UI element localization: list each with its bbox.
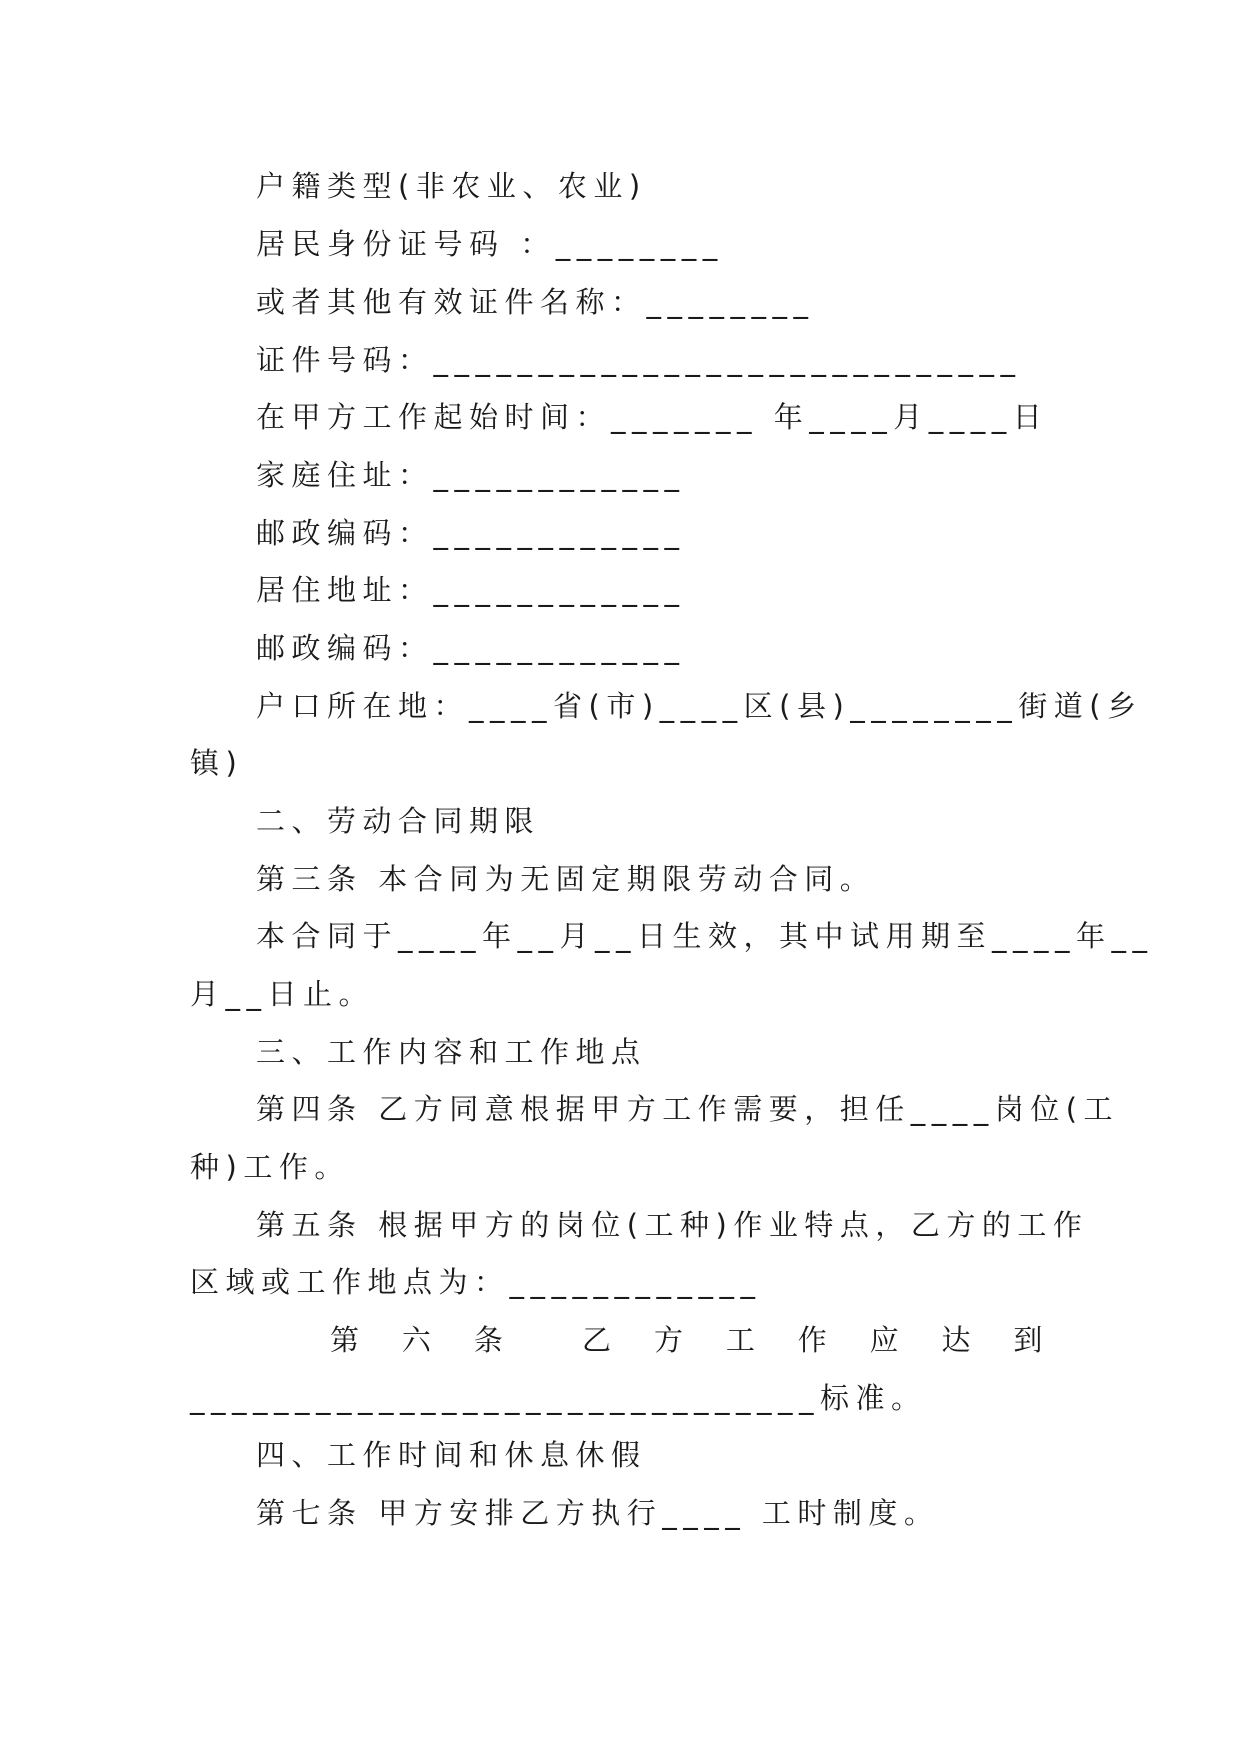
residence-address-line: 居住地址：____________: [256, 573, 686, 607]
section-4-heading: 四、工作时间和休息休假: [256, 1438, 647, 1472]
article-6-char: 达: [941, 1323, 978, 1357]
effective-date-line: 本合同于____年__月__日生效，其中试用期至____年__: [256, 919, 1154, 953]
hukou-location-continuation: 镇): [190, 746, 244, 780]
article-3: 第三条 本合同为无固定期限劳动合同。: [256, 862, 876, 896]
id-number-line: 居民身份证号码 ：________: [256, 227, 724, 261]
article-6-char: 第: [330, 1323, 366, 1357]
postal-code-line: 邮政编码：____________: [256, 516, 686, 550]
start-date-line: 在甲方工作起始时间：_______ 年____月____日: [256, 400, 1049, 434]
section-3-heading: 三、工作内容和工作地点: [256, 1035, 647, 1069]
other-certificate-line: 或者其他有效证件名称：________: [256, 285, 815, 319]
household-type-line: 户籍类型(非农业、农业): [256, 169, 647, 203]
article-6-continuation: ______________________________标准。: [190, 1381, 927, 1415]
home-address-line: 家庭住址：____________: [256, 458, 686, 492]
article-6-char: 到: [1013, 1323, 1049, 1357]
article-5: 第五条 根据甲方的岗位(工种)作业特点，乙方的工作: [256, 1208, 1089, 1242]
section-2-heading: 二、劳动合同期限: [256, 804, 541, 838]
hukou-location-line: 户口所在地：____省(市)____区(县)________街道(乡: [256, 689, 1143, 723]
article-6-char: 方: [653, 1323, 690, 1357]
article-4-continuation: 种)工作。: [190, 1150, 350, 1184]
article-6-char: 乙: [582, 1323, 618, 1357]
article-7: 第七条 甲方安排乙方执行____ 工时制度。: [256, 1496, 940, 1530]
article-6-char: 工: [725, 1323, 762, 1357]
certificate-number-line: 证件号码：____________________________: [256, 343, 1022, 377]
article-5-continuation: 区域或工作地点为：____________: [190, 1265, 762, 1299]
effective-date-continuation: 月__日止。: [190, 977, 375, 1011]
article-4: 第四条 乙方同意根据甲方工作需要，担任____岗位(工: [256, 1092, 1120, 1126]
article-6-char: 作: [797, 1323, 834, 1357]
postal-code-line-2: 邮政编码：____________: [256, 631, 686, 665]
article-6-char: 六: [401, 1323, 438, 1357]
article-6: [330, 1320, 1049, 1360]
article-6-char: 条: [473, 1323, 510, 1357]
article-6-char: 应: [869, 1323, 906, 1357]
